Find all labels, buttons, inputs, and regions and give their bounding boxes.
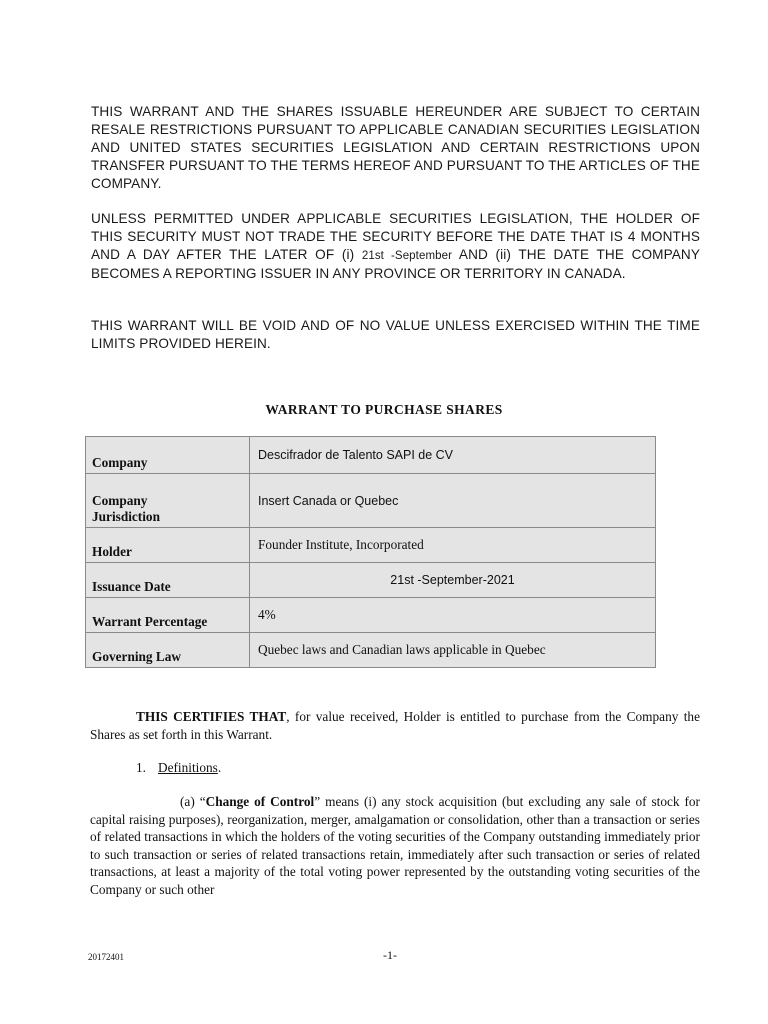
table-row-warrant-percentage [86,598,656,633]
table-row-issuance-date [86,563,656,598]
jurisdiction-label [86,474,250,528]
warrant-info-table [85,436,656,668]
change-of-control-text: ” means (i) any stock acquisition (but excluding any sale of stock for capital raising purposes), reorganization, merger, amalgamation or consolidation, other than a transaction or series of related transactions in which the holders of the voting securities of the Company outstanding immediately prior to such transaction or series of related transactions retain, immediately after such transaction or series of related transactions, at least a majority of the total voting power represented by the outstanding voting securities of the Company or such other [90,794,700,897]
document-title: WARRANT TO PURCHASE SHARES [265,402,503,417]
warrant-percentage-label: Warrant Percentage [86,598,250,633]
legend-resale-restrictions: THIS WARRANT AND THE SHARES ISSUABLE HEREUNDER ARE SUBJECT TO CERTAIN RESALE RESTRICTIONS PURSUANT TO APPLICABLE CANADIAN SECURITIES LEGISLATION AND UNITED STATES SECURITIES LEGISLATION AND CERTAIN RESTRICTIONS UPON TRANSFER PURSUANT TO THE TERMS HEREOF AND PURSUANT TO THE ARTICLES OF THE COMPANY. [91,104,700,191]
jurisdiction-label-line-2: Jurisdiction [92,509,160,524]
warrant-percentage-value: 4% [250,598,656,633]
change-of-control-prefix: (a) “ [180,794,206,809]
page-number: -1- [383,948,397,962]
certifies-paragraph [90,708,700,743]
legend-trade-text-2: AND (ii) THE DATE THE COMPANY BECOMES A REPORTING ISSUER IN ANY PROVINCE OR TERRITORY IN CANADA. [91,247,701,281]
certifies-bold: THIS CERTIFIES THAT [136,709,287,724]
legend-trade-text-1: UNLESS PERMITTED UNDER APPLICABLE SECURITIES LEGISLATION, THE HOLDER OF THIS SECURITY MUST NOT TRADE THE SECURITY BEFORE THE DATE THAT IS 4 MONTHS AND A DAY AFTER THE LATER OF (i) [91,211,700,262]
governing-law-value: Quebec laws and Canadian laws applicable in Quebec [250,633,656,668]
holder-label: Holder [86,528,250,563]
change-of-control-term: Change of Control [205,794,315,809]
definitions-title: Definitions [158,760,218,775]
legend-void-notice: THIS WARRANT WILL BE VOID AND OF NO VALUE UNLESS EXERCISED WITHIN THE TIME LIMITS PROVIDED HEREIN. [91,318,700,351]
issuance-date-label: Issuance Date [86,563,250,598]
company-value: Descifrador de Talento SAPI de CV [250,437,656,474]
definitions-period: . [217,760,222,775]
certifies-text: , for value received, Holder is entitled to purchase from the Company the Shares as set forth in this Warrant. [90,709,700,742]
footer-document-code: 20172401 [88,952,124,962]
change-of-control-paragraph [90,793,700,899]
company-label: Company [86,437,250,474]
table-row-jurisdiction [86,474,656,528]
table-row-company [86,437,656,474]
definitions-heading [136,759,436,777]
table-row-holder [86,528,656,563]
table-row-governing-law [86,633,656,668]
legend-trade-restriction [91,210,700,283]
legend-trade-date: 21st -September [361,250,453,262]
jurisdiction-value: Insert Canada or Quebec [250,474,656,528]
governing-law-label: Governing Law [86,633,250,668]
issuance-date-value: 21st -September-2021 [250,563,656,598]
holder-value: Founder Institute, Incorporated [250,528,656,563]
definitions-number: 1. [136,760,146,775]
jurisdiction-label-line-1: Company [92,493,148,508]
